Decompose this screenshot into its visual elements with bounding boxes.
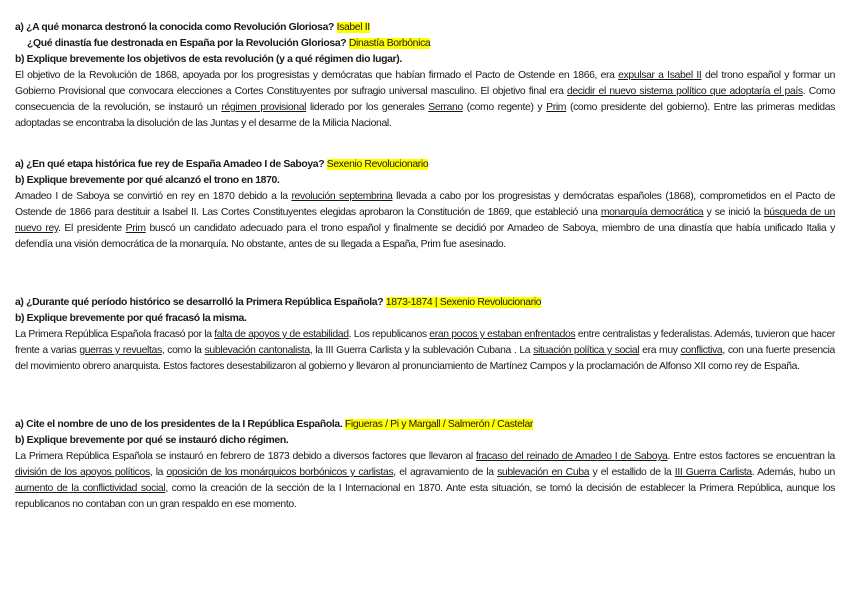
question <box>15 433 835 449</box>
answer-paragraph <box>15 449 835 513</box>
underlined-key-phrase: eran pocos y estaban enfrentados <box>429 329 576 340</box>
answer-paragraph <box>15 189 835 253</box>
question <box>15 295 835 311</box>
question <box>15 173 835 189</box>
paragraph-text: , como la creación de la sección de la I Internacional en 1870. Ante esta situación, se tomó la decisión de establecer la Primera República, aunque los republicanos no contaban con un gran respaldo en ese momento. <box>15 483 835 510</box>
paragraph-text: , la <box>149 467 167 478</box>
question-text: b) Explique brevemente por qué alcanzó el trono en 1870. <box>15 175 280 186</box>
underlined-key-phrase: aumento de la conflictividad social <box>15 483 166 494</box>
underlined-key-phrase: monarquía democrática <box>600 207 704 218</box>
paragraph-text: Amadeo I de Saboya se convirtió en rey en 1870 debido a la <box>15 191 292 202</box>
question-text: b) Explique brevemente los objetivos de esta revolución (y a qué régimen dio lugar). <box>15 54 402 65</box>
highlighted-answer: 1873-1874 | Sexenio Revolucionario <box>385 297 542 308</box>
underlined-key-phrase: III Guerra Carlista <box>674 467 752 478</box>
underlined-key-phrase: sublevación cantonalista <box>204 345 310 356</box>
answer-paragraph <box>15 68 835 132</box>
paragraph-text: . Además, hubo un <box>751 467 835 478</box>
paragraph-text: era muy <box>639 345 681 356</box>
paragraph-text: La Primera República Española se instauró en febrero de 1873 debido a diversos factores que llevaron al <box>15 451 476 462</box>
question-text: a) Cite el nombre de uno de los presidentes de la I República Española. <box>15 419 343 430</box>
question <box>15 417 835 433</box>
paragraph-text: , como la <box>161 345 205 356</box>
paragraph-text: El objetivo de la Revolución de 1868, apoyada por los progresistas y demócratas que habían firmado el Pacto de Ostende en 1866, era <box>15 70 619 81</box>
underlined-key-phrase: oposición de los monárquicos borbónicos y carlistas <box>166 467 394 478</box>
paragraph-text: y el estallido de la <box>589 467 675 478</box>
question-section <box>15 417 835 513</box>
paragraph-text: y se inició la <box>703 207 764 218</box>
underlined-key-phrase: situación política y social <box>533 345 640 356</box>
underlined-key-phrase: búsqueda de un nuevo rey <box>15 207 835 234</box>
question-text: b) Explique brevemente por qué se instauró dicho régimen. <box>15 435 289 446</box>
question <box>15 157 835 173</box>
paragraph-text: . Los republicanos <box>348 329 430 340</box>
question-section <box>15 295 835 375</box>
underlined-key-phrase: división de los apoyos políticos <box>15 467 150 478</box>
highlighted-answer: Dinastía Borbónica <box>348 38 431 49</box>
paragraph-text: llevada a cabo por los progresistas y demócratas españoles (1868), comprometidos en el Pacto de Ostende de 1866 para destituir a Isabel II. Las Cortes Constituyentes elegidas aprobaron la Constitución de 1869, que estableció una <box>15 191 835 218</box>
paragraph-text: . Entre estos factores se encuentran la <box>667 451 835 462</box>
underlined-key-phrase: expulsar a Isabel II <box>618 70 702 81</box>
question <box>15 311 835 327</box>
question <box>15 52 835 68</box>
underlined-key-phrase: régimen provisional <box>221 102 307 113</box>
underlined-key-phrase: sublevación en Cuba <box>497 467 590 478</box>
question-section <box>15 157 835 253</box>
paragraph-text: . Como consecuencia de la revolución, se instauró un <box>15 86 836 113</box>
answer-paragraph <box>15 327 835 375</box>
paragraph-text: La Primera República Española fracasó por la <box>15 329 215 340</box>
underlined-key-phrase: Prim <box>546 102 567 113</box>
paragraph-text: , con una fuerte presencia del movimiento obrero anarquista. Estos factores desestabilizaron al gobierno y llevaron al pronunciamiento de Martínez Campos y la proclamación de Alfonso XII como rey de España. <box>15 345 835 372</box>
underlined-key-phrase: guerras y revueltas <box>79 345 162 356</box>
underlined-key-phrase: Prim <box>125 223 146 234</box>
underlined-key-phrase: Serrano <box>428 102 463 113</box>
paragraph-text: liderado por los generales <box>306 102 429 113</box>
underlined-key-phrase: revolución septembrina <box>291 191 393 202</box>
question <box>15 20 835 36</box>
question-text: a) ¿En qué etapa histórica fue rey de España Amadeo I de Saboya? <box>15 159 325 170</box>
question-text: a) ¿A qué monarca destronó la conocida como Revolución Gloriosa? <box>15 22 335 33</box>
question <box>15 36 835 52</box>
underlined-key-phrase: conflictiva <box>680 345 723 356</box>
paragraph-text: buscó un candidato adecuado para el trono español y finalmente se decidió por Amadeo de Saboya, miembro de una dinastía que había unificado Italia y defendía una visión democrática de la monarquía. No obstante, antes de su llegada a España, Prim fue asesinado. <box>15 223 835 250</box>
underlined-key-phrase: decidir el nuevo sistema político que adoptaría el país <box>566 86 803 97</box>
paragraph-text: , la III Guerra Carlista y la sublevación Cubana . La <box>309 345 534 356</box>
paragraph-text: entre centralistas y federalistas. Además, tuvieron que hacer frente a varias <box>15 329 835 356</box>
highlighted-answer: Figueras / Pi y Margall / Salmerón / Castelar <box>344 419 534 430</box>
question-text: a) ¿Durante qué período histórico se desarrolló la Primera República Española? <box>15 297 384 308</box>
question-text: ¿Qué dinastía fue destronada en España por la Revolución Gloriosa? <box>27 38 347 49</box>
paragraph-text: . El presidente <box>58 223 126 234</box>
question-section <box>15 20 835 132</box>
highlighted-answer: Isabel II <box>336 22 370 33</box>
paragraph-text: del trono español y formar un Gobierno Provisional que convocara elecciones a Cortes Constituyentes por sufragio universal masculino. El objetivo final era <box>15 70 836 97</box>
paragraph-text: (como presidente del gobierno). Entre las primeras medidas adoptadas se encontraba la disolución de las Juntas y el desarme de la Milicia Nacional. <box>15 102 835 129</box>
underlined-key-phrase: fracaso del reinado de Amadeo I de Saboya <box>475 451 668 462</box>
paragraph-text: (como regente) y <box>462 102 547 113</box>
underlined-key-phrase: falta de apoyos y de estabilidad <box>214 329 349 340</box>
question-text: b) Explique brevemente por qué fracasó la misma. <box>15 313 247 324</box>
highlighted-answer: Sexenio Revolucionario <box>326 159 429 170</box>
paragraph-text: , el agravamiento de la <box>393 467 498 478</box>
